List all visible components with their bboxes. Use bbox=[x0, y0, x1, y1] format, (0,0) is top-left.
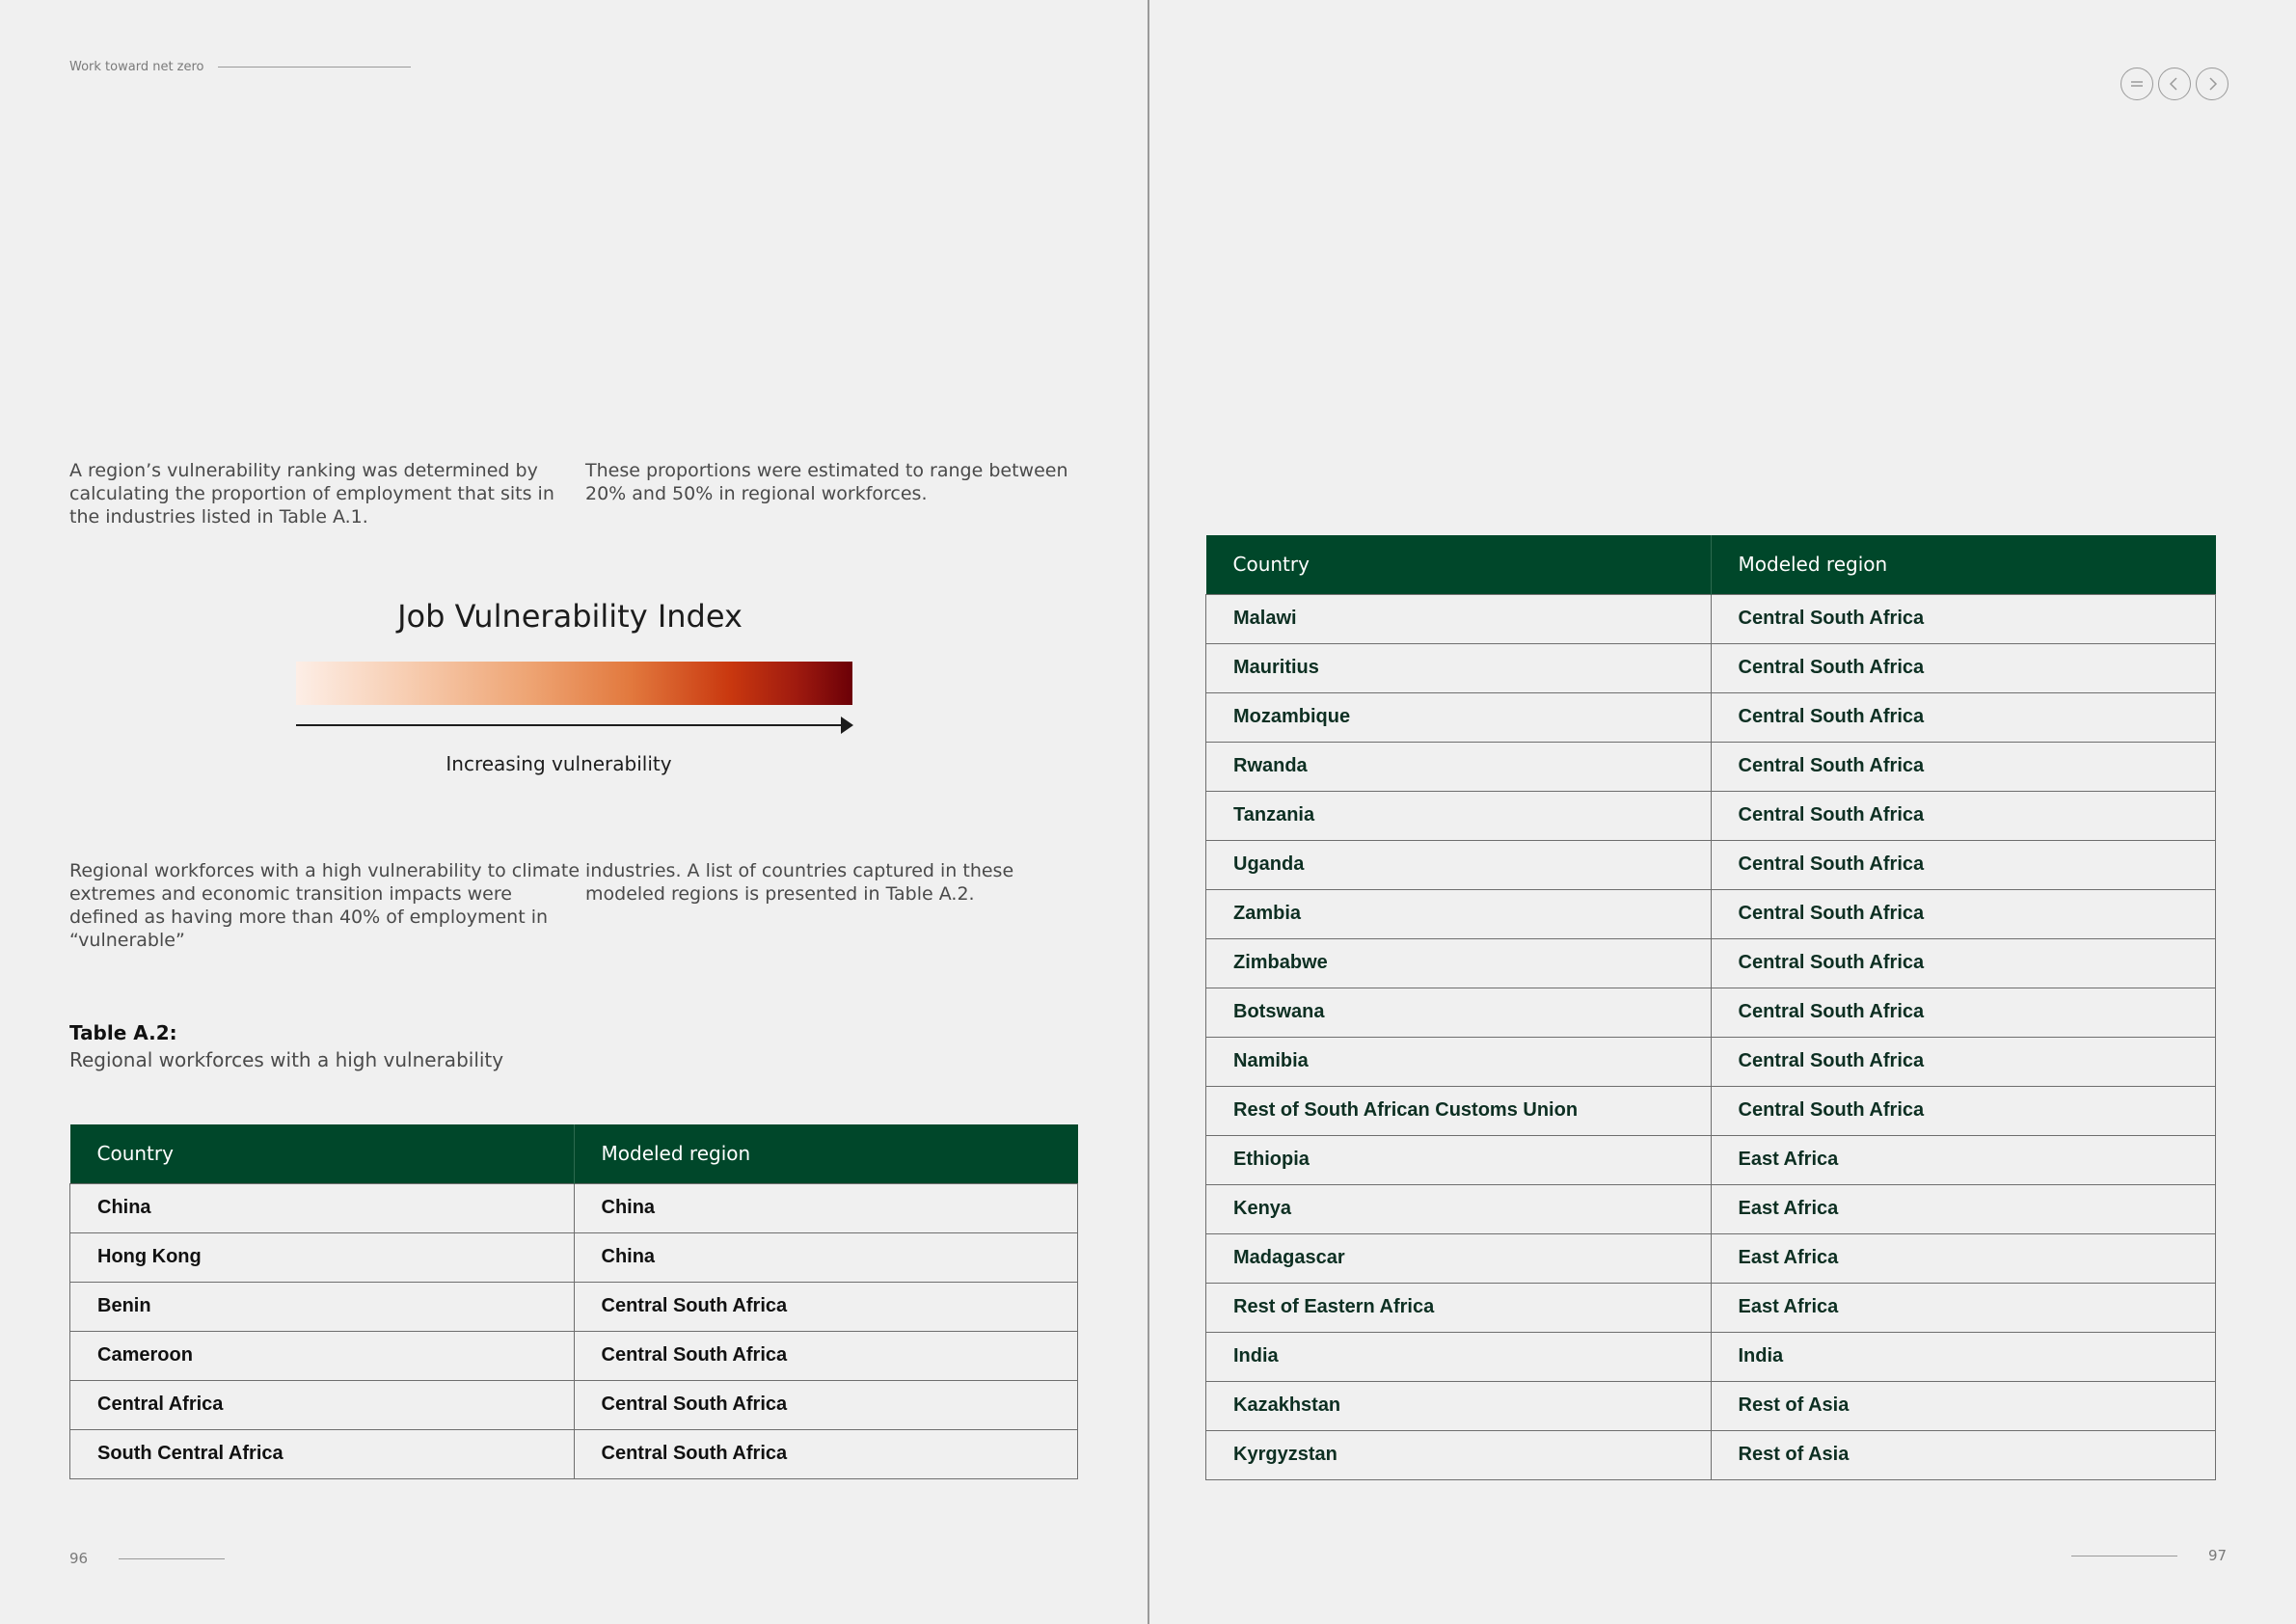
table-row bbox=[70, 1232, 1078, 1282]
table-row bbox=[1206, 840, 2216, 889]
region-cell: India bbox=[1711, 1332, 2216, 1381]
page-gutter-divider bbox=[1148, 0, 1149, 1624]
table-row bbox=[70, 1429, 1078, 1478]
region-cell: Central South Africa bbox=[1711, 1086, 2216, 1135]
region-cell: Central South Africa bbox=[1711, 889, 2216, 938]
arrow-right-icon bbox=[841, 717, 853, 734]
table-row bbox=[1206, 692, 2216, 742]
region-cell: Central South Africa bbox=[574, 1380, 1078, 1429]
page-number-left bbox=[69, 1550, 225, 1567]
region-cell: Central South Africa bbox=[574, 1429, 1078, 1478]
country-cell: Botswana bbox=[1206, 988, 1712, 1037]
table-row bbox=[70, 1282, 1078, 1331]
country-cell: Rwanda bbox=[1206, 742, 1712, 791]
region-cell: Central South Africa bbox=[1711, 840, 2216, 889]
country-cell: Kazakhstan bbox=[1206, 1381, 1712, 1430]
table-row bbox=[1206, 988, 2216, 1037]
table-header-row bbox=[70, 1124, 1078, 1183]
folio-rule bbox=[119, 1558, 225, 1559]
country-cell: Zimbabwe bbox=[1206, 938, 1712, 988]
table-row bbox=[1206, 742, 2216, 791]
intro-paragraph-col1: A region’s vulnerability ranking was determined by calculating the proportion of employment that sits in the industries listed in Table A.1. bbox=[69, 460, 554, 528]
table-row bbox=[70, 1331, 1078, 1380]
region-cell: Central South Africa bbox=[574, 1282, 1078, 1331]
table-row bbox=[1206, 1283, 2216, 1332]
country-cell: Malawi bbox=[1206, 594, 1712, 643]
region-cell: East Africa bbox=[1711, 1283, 2216, 1332]
running-head-title: Work toward net zero bbox=[69, 60, 204, 74]
column-header-country: Country bbox=[70, 1124, 575, 1183]
country-cell: Central Africa bbox=[70, 1380, 575, 1429]
country-cell: Rest of South African Customs Union bbox=[1206, 1086, 1712, 1135]
country-cell: Tanzania bbox=[1206, 791, 1712, 840]
region-cell: Central South Africa bbox=[1711, 791, 2216, 840]
region-cell: Central South Africa bbox=[1711, 742, 2216, 791]
country-cell: Benin bbox=[70, 1282, 575, 1331]
country-cell: Mauritius bbox=[1206, 643, 1712, 692]
body-paragraph-col2: industries. A list of countries captured in these modeled regions is presented in Table A.2. bbox=[585, 860, 1014, 905]
table-row bbox=[1206, 1086, 2216, 1135]
country-cell: Kenya bbox=[1206, 1184, 1712, 1233]
region-cell: Central South Africa bbox=[1711, 594, 2216, 643]
table-row bbox=[1206, 1184, 2216, 1233]
table-label: Table A.2: bbox=[69, 1021, 177, 1044]
country-cell: Kyrgyzstan bbox=[1206, 1430, 1712, 1479]
table-row bbox=[1206, 1037, 2216, 1086]
column-header-region: Modeled region bbox=[1711, 535, 2216, 594]
country-cell: South Central Africa bbox=[70, 1429, 575, 1478]
region-cell: Rest of Asia bbox=[1711, 1381, 2216, 1430]
legend-title: Job Vulnerability Index bbox=[397, 598, 743, 635]
next-page-icon[interactable] bbox=[2196, 68, 2228, 100]
table-row bbox=[1206, 594, 2216, 643]
region-cell: Central South Africa bbox=[1711, 643, 2216, 692]
table-row bbox=[70, 1380, 1078, 1429]
region-cell: Central South Africa bbox=[1711, 1037, 2216, 1086]
table-row bbox=[1206, 1135, 2216, 1184]
country-cell: Cameroon bbox=[70, 1331, 575, 1380]
region-cell: East Africa bbox=[1711, 1135, 2216, 1184]
region-cell: China bbox=[574, 1183, 1078, 1232]
table-row bbox=[1206, 1381, 2216, 1430]
country-cell: Zambia bbox=[1206, 889, 1712, 938]
page-number: 97 bbox=[2208, 1547, 2228, 1564]
country-region-table-left bbox=[69, 1124, 1078, 1479]
country-region-table-right bbox=[1205, 535, 2216, 1480]
region-cell: East Africa bbox=[1711, 1184, 2216, 1233]
table-row bbox=[1206, 938, 2216, 988]
region-cell: Central South Africa bbox=[1711, 692, 2216, 742]
country-cell: Rest of Eastern Africa bbox=[1206, 1283, 1712, 1332]
country-cell: China bbox=[70, 1183, 575, 1232]
region-cell: Central South Africa bbox=[574, 1331, 1078, 1380]
region-cell: Central South Africa bbox=[1711, 938, 2216, 988]
menu-icon[interactable] bbox=[2120, 68, 2153, 100]
body-paragraph-col1: Regional workforces with a high vulnerability to climate extremes and economic transition impacts were defined as having more than 40% of employment in “vulnerable” bbox=[69, 860, 581, 951]
country-cell: Ethiopia bbox=[1206, 1135, 1712, 1184]
country-cell: Uganda bbox=[1206, 840, 1712, 889]
page-navigation bbox=[2120, 68, 2228, 100]
region-cell: Central South Africa bbox=[1711, 988, 2216, 1037]
page-number: 96 bbox=[69, 1550, 89, 1567]
arrow-line bbox=[296, 724, 844, 726]
vulnerability-gradient-bar bbox=[296, 662, 852, 705]
country-cell: Madagascar bbox=[1206, 1233, 1712, 1283]
table-row bbox=[1206, 1332, 2216, 1381]
table-row bbox=[1206, 791, 2216, 840]
intro-paragraph-col2: These proportions were estimated to range between 20% and 50% in regional workforces. bbox=[585, 460, 1068, 504]
table-row bbox=[1206, 1430, 2216, 1479]
country-cell: India bbox=[1206, 1332, 1712, 1381]
country-cell: Mozambique bbox=[1206, 692, 1712, 742]
running-head-rule bbox=[218, 67, 411, 68]
region-cell: East Africa bbox=[1711, 1233, 2216, 1283]
column-header-region: Modeled region bbox=[574, 1124, 1078, 1183]
region-cell: Rest of Asia bbox=[1711, 1430, 2216, 1479]
page-number-right bbox=[2071, 1547, 2227, 1564]
country-cell: Namibia bbox=[1206, 1037, 1712, 1086]
region-cell: China bbox=[574, 1232, 1078, 1282]
running-head bbox=[69, 60, 411, 74]
column-header-country: Country bbox=[1206, 535, 1712, 594]
table-caption: Regional workforces with a high vulnerability bbox=[69, 1048, 504, 1071]
arrow-label: Increasing vulnerability bbox=[446, 752, 672, 775]
table-row bbox=[1206, 889, 2216, 938]
table-row bbox=[70, 1183, 1078, 1232]
table-row bbox=[1206, 643, 2216, 692]
previous-page-icon[interactable] bbox=[2158, 68, 2191, 100]
country-cell: Hong Kong bbox=[70, 1232, 575, 1282]
table-row bbox=[1206, 1233, 2216, 1283]
table-header-row bbox=[1206, 535, 2216, 594]
